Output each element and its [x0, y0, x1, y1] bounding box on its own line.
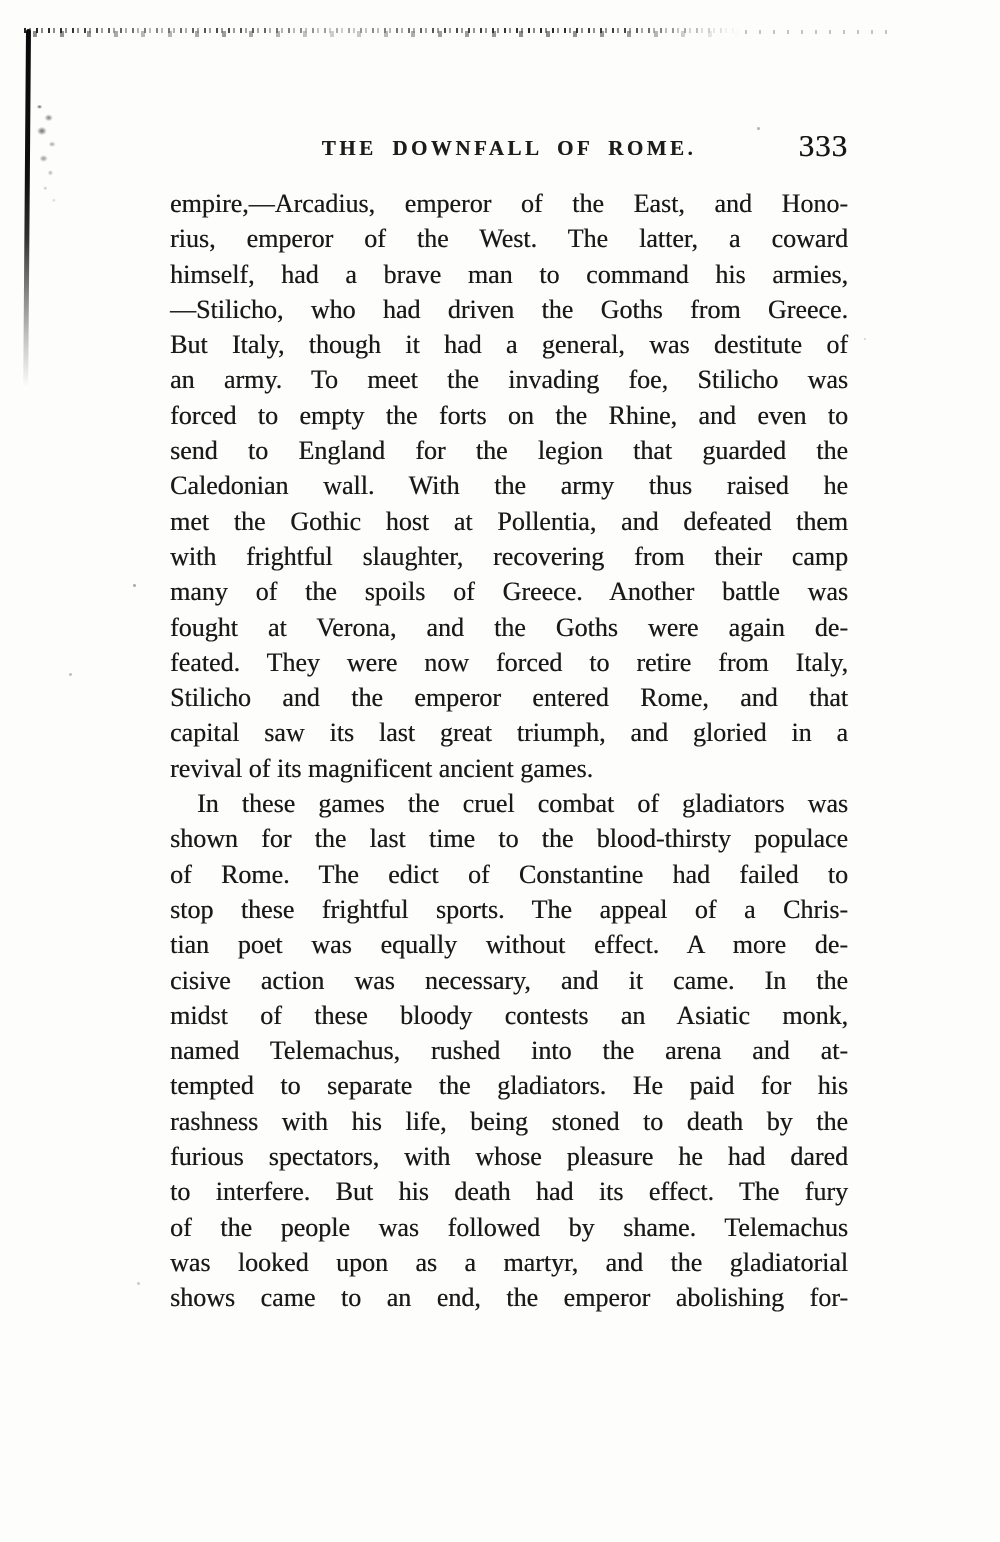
text-line: shows came to an end, the emperor abolishing for-	[170, 1283, 848, 1313]
text-line: to interfere. But his death had its effect. The fury	[170, 1177, 848, 1207]
text-line: furious spectators, with whose pleasure he had dared	[170, 1142, 848, 1172]
text-line: rashness with his life, being stoned to death by the	[170, 1106, 848, 1136]
scan-speck	[133, 584, 136, 587]
text-line: with frightful slaughter, recovering from their camp	[170, 541, 848, 571]
text-line: empire,—Arcadius, emperor of the East, and Hono-	[170, 189, 848, 218]
running-title: THE DOWNFALL OF ROME.	[321, 136, 697, 160]
text-line: fought at Verona, and the Goths were again de-	[170, 612, 848, 642]
text-line: of the people was followed by shame. Telemachus	[170, 1212, 848, 1242]
scan-speck	[757, 127, 760, 130]
text-line: himself, had a brave man to command his armies,	[170, 259, 848, 289]
scan-smudge-blob	[30, 98, 64, 208]
page-number: 333	[798, 128, 848, 163]
text-line: send to England for the legion that guarded the	[170, 436, 848, 466]
text-line: met the Gothic host at Pollentia, and defeated them	[170, 506, 848, 536]
page-header	[170, 128, 848, 167]
text-line: In these games the cruel combat of gladiators was	[197, 789, 848, 819]
text-line: cisive action was necessary, and it came. In the	[170, 965, 848, 995]
text-line: was looked upon as a martyr, and the gladiatorial	[170, 1247, 848, 1277]
text-line: of Rome. The edict of Constantine had failed to	[170, 859, 848, 889]
scan-speck	[864, 338, 866, 340]
text-line: midst of these bloody contests an Asiatic monk,	[170, 1000, 848, 1030]
text-line: many of the spoils of Greece. Another battle was	[170, 577, 848, 607]
scan-speck	[69, 673, 72, 676]
body-text	[170, 186, 848, 1316]
scan-noise-top-edge-faint	[745, 30, 895, 34]
text-line: But Italy, though it had a general, was destitute of	[170, 330, 848, 360]
text-line: revival of its magnificent ancient games.	[170, 753, 594, 783]
text-line: named Telemachus, rushed into the arena and at-	[170, 1036, 848, 1066]
text-line: —Stilicho, who had driven the Goths from Greece.	[170, 294, 848, 324]
text-line: Stilicho and the emperor entered Rome, and that	[170, 683, 848, 713]
scan-noise-top-edge	[24, 26, 740, 37]
text-line: an army. To meet the invading foe, Stilicho was	[170, 365, 848, 395]
scan-speck	[137, 1282, 140, 1285]
text-line: capital saw its last great triumph, and gloried in a	[170, 718, 848, 748]
text-line: tempted to separate the gladiators. He paid for his	[170, 1071, 848, 1101]
text-line: Caledonian wall. With the army thus raised he	[170, 471, 848, 501]
text-line: tian poet was equally without effect. A more de-	[170, 930, 848, 960]
text-line: feated. They were now forced to retire from Italy,	[170, 647, 848, 677]
text-line: rius, emperor of the West. The latter, a coward	[170, 224, 848, 254]
text-line: shown for the last time to the blood-thirsty populace	[170, 824, 848, 854]
text-line: stop these frightful sports. The appeal of a Chris-	[170, 894, 848, 924]
text-line: forced to empty the forts on the Rhine, and even to	[170, 400, 848, 430]
